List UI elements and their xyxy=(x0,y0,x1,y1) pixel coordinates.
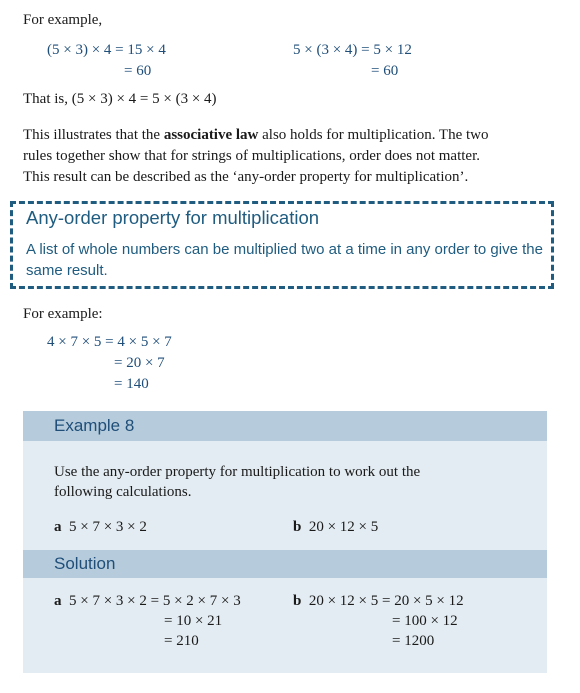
solution-a-line-3: = 210 xyxy=(164,633,199,649)
solution-b-line-3: = 1200 xyxy=(392,633,435,649)
paragraph-line-1 xyxy=(23,125,489,146)
property-box-title: Any-order property for multiplication xyxy=(26,207,320,228)
example-line-3: = 140 xyxy=(114,376,149,392)
solution-a-line-2: = 10 × 21 xyxy=(164,613,223,629)
paragraph-line-3: This result can be described as the ‘any-order property for multiplication’. xyxy=(23,169,469,185)
solution-header: Solution xyxy=(54,554,116,573)
paragraph-line-1-start: This illustrates that the xyxy=(23,127,164,143)
equation-1-line-1: (5 × 3) × 4 = 15 × 4 xyxy=(47,42,166,58)
solution-b-line-1 xyxy=(293,592,464,610)
solution-a-label: a xyxy=(54,593,62,609)
paragraph-line-1-end: also holds for multiplication. The two xyxy=(258,127,489,143)
property-box xyxy=(10,201,554,289)
intro-text: For example, xyxy=(23,12,103,28)
example-8-panel xyxy=(23,411,547,673)
solution-a-line-1 xyxy=(54,592,241,610)
paragraph-line-2: rules together show that for strings of multiplications, order does not matter. xyxy=(23,148,480,164)
solution-b-expression: 20 × 12 × 5 = 20 × 5 × 12 xyxy=(308,593,464,609)
solution-b-label: b xyxy=(293,593,302,609)
question-line-1: Use the any-order property for multiplication to work out the xyxy=(54,464,421,480)
solution-b-line-2: = 100 × 12 xyxy=(392,613,458,629)
equation-1-line-2: = 60 xyxy=(124,63,152,79)
example-8-header-bar xyxy=(23,411,547,441)
part-a-label: a xyxy=(54,519,62,535)
part-a xyxy=(54,518,147,536)
associative-law-term: associative law xyxy=(163,127,259,143)
part-a-expression: 5 × 7 × 3 × 2 xyxy=(69,519,147,535)
property-box-text: A list of whole numbers can be multiplied two at a time in any order to give the same result. xyxy=(26,241,543,279)
that-is-line: That is, (5 × 3) × 4 = 5 × (3 × 4) xyxy=(23,91,217,107)
example-line-1: 4 × 7 × 5 = 4 × 5 × 7 xyxy=(47,334,172,350)
part-b-label: b xyxy=(293,519,302,535)
question-line-2: following calculations. xyxy=(54,484,192,500)
equation-2-line-1: 5 × (3 × 4) = 5 × 12 xyxy=(293,42,412,58)
solution-header-bar xyxy=(23,550,547,578)
solution-a-expression: 5 × 7 × 3 × 2 = 5 × 2 × 7 × 3 xyxy=(69,593,241,609)
example-intro: For example: xyxy=(23,306,103,322)
example-line-2: = 20 × 7 xyxy=(114,355,165,371)
equation-2-line-2: = 60 xyxy=(371,63,399,79)
part-b-expression: 20 × 12 × 5 xyxy=(308,519,379,535)
part-b xyxy=(293,518,378,536)
example-8-header: Example 8 xyxy=(54,416,135,435)
